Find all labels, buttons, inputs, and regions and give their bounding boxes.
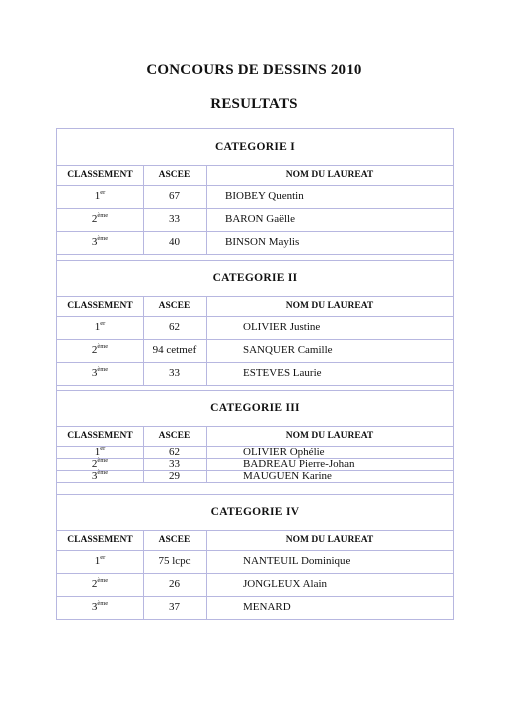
classement-header: CLASSEMENT: [67, 431, 133, 441]
rank-number: 3: [91, 236, 98, 248]
rank-suffix: ème: [97, 457, 109, 464]
classement-header: CLASSEMENT: [67, 301, 133, 311]
classement-header: CLASSEMENT: [67, 170, 133, 180]
header-top-line: [57, 426, 453, 427]
column-divider: [206, 165, 207, 254]
rank-cell: [57, 190, 143, 202]
rank-cell: [57, 213, 143, 225]
ascee-cell: 33: [169, 367, 180, 379]
row-line: [57, 550, 453, 551]
rank-suffix: ème: [97, 366, 109, 373]
category-title: CATEGORIE IV: [210, 506, 300, 518]
laureate-name-cell: BADREAU Pierre-Johan: [243, 458, 355, 470]
laureate-name-cell: OLIVIER Ophélie: [243, 446, 325, 458]
category-title: CATEGORIE II: [212, 272, 298, 284]
document-subtitle: RESULTATS: [210, 96, 298, 112]
category-separator: [57, 494, 453, 495]
row-line: [57, 185, 453, 186]
rank-suffix: ème: [97, 600, 109, 607]
ascee-cell: 37: [169, 601, 180, 613]
row-line: [57, 316, 453, 317]
rank-suffix: ème: [97, 212, 109, 219]
laureate-name-cell: ESTEVES Laurie: [243, 367, 322, 379]
row-line: [57, 385, 453, 386]
category-separator: [57, 390, 453, 391]
category-separator: [57, 260, 453, 261]
ascee-header: ASCEE: [158, 535, 191, 545]
laureate-name-cell: MENARD: [243, 601, 291, 613]
rank-number: 3: [91, 601, 98, 613]
rank-cell: [57, 344, 143, 356]
rank-number: 2: [91, 344, 98, 356]
rank-suffix: ème: [97, 469, 109, 476]
laureate-name-cell: BINSON Maylis: [225, 236, 300, 248]
header-top-line: [57, 530, 453, 531]
header-top-line: [57, 296, 453, 297]
row-line: [57, 596, 453, 597]
row-line: [57, 362, 453, 363]
rank-number: 2: [91, 458, 98, 470]
rank-number: 1: [94, 190, 101, 202]
rank-cell: [57, 236, 143, 248]
rank-suffix: ème: [97, 577, 109, 584]
rank-number: 2: [91, 578, 98, 590]
rank-number: 1: [94, 321, 101, 333]
row-line: [57, 339, 453, 340]
laureate-name-header: NOM DU LAUREAT: [285, 535, 374, 545]
laureate-name-cell: MAUGUEN Karine: [243, 470, 332, 482]
rank-number: 2: [91, 213, 98, 225]
row-line: [57, 254, 453, 255]
classement-header: CLASSEMENT: [67, 535, 133, 545]
ascee-cell: 33: [169, 213, 180, 225]
row-line: [57, 208, 453, 209]
ascee-cell: 62: [169, 446, 180, 458]
document-title: CONCOURS DE DESSINS 2010: [146, 62, 362, 78]
category-title: CATEGORIE III: [210, 402, 300, 414]
laureate-name-header: NOM DU LAUREAT: [285, 431, 374, 441]
column-divider: [206, 530, 207, 619]
column-divider: [206, 426, 207, 482]
rank-suffix: ème: [97, 235, 109, 242]
row-line: [57, 482, 453, 483]
column-divider: [206, 296, 207, 385]
row-line: [57, 573, 453, 574]
laureate-name-cell: BARON Gaëlle: [225, 213, 295, 225]
ascee-cell: 40: [169, 236, 180, 248]
rank-cell: [57, 578, 143, 590]
row-line: [57, 231, 453, 232]
rank-cell: [57, 601, 143, 613]
ascee-cell: 67: [169, 190, 180, 202]
rank-number: 3: [91, 367, 98, 379]
laureate-name-cell: JONGLEUX Alain: [243, 578, 328, 590]
rank-cell: [57, 555, 143, 567]
laureate-name-cell: BIOBEY Quentin: [225, 190, 304, 202]
rank-number: 1: [94, 555, 101, 567]
laureate-name-header: NOM DU LAUREAT: [285, 170, 374, 180]
rank-suffix: er: [100, 189, 106, 196]
ascee-header: ASCEE: [158, 170, 191, 180]
laureate-name-header: NOM DU LAUREAT: [285, 301, 374, 311]
ascee-cell: 62: [169, 321, 180, 333]
ascee-cell: 26: [169, 578, 180, 590]
laureate-name-cell: OLIVIER Justine: [243, 321, 321, 333]
laureate-name-cell: SANQUER Camille: [243, 344, 333, 356]
ascee-cell: 75 lcpc: [158, 555, 191, 567]
ascee-header: ASCEE: [158, 431, 191, 441]
rank-suffix: er: [100, 554, 106, 561]
laureate-name-cell: NANTEUIL Dominique: [243, 555, 351, 567]
ascee-cell: 29: [169, 470, 180, 482]
ascee-cell: 94 cetmef: [152, 344, 197, 356]
rank-suffix: ème: [97, 343, 109, 350]
header-top-line: [57, 165, 453, 166]
ascee-cell: 33: [169, 458, 180, 470]
rank-suffix: er: [100, 445, 106, 452]
category-title: CATEGORIE I: [214, 141, 296, 153]
row-line: [57, 619, 453, 620]
rank-cell: [57, 470, 143, 482]
ascee-header: ASCEE: [158, 301, 191, 311]
rank-suffix: er: [100, 320, 106, 327]
rank-cell: [57, 321, 143, 333]
results-table: [56, 128, 454, 620]
rank-number: 3: [91, 470, 98, 482]
rank-number: 1: [94, 446, 101, 458]
rank-cell: [57, 367, 143, 379]
